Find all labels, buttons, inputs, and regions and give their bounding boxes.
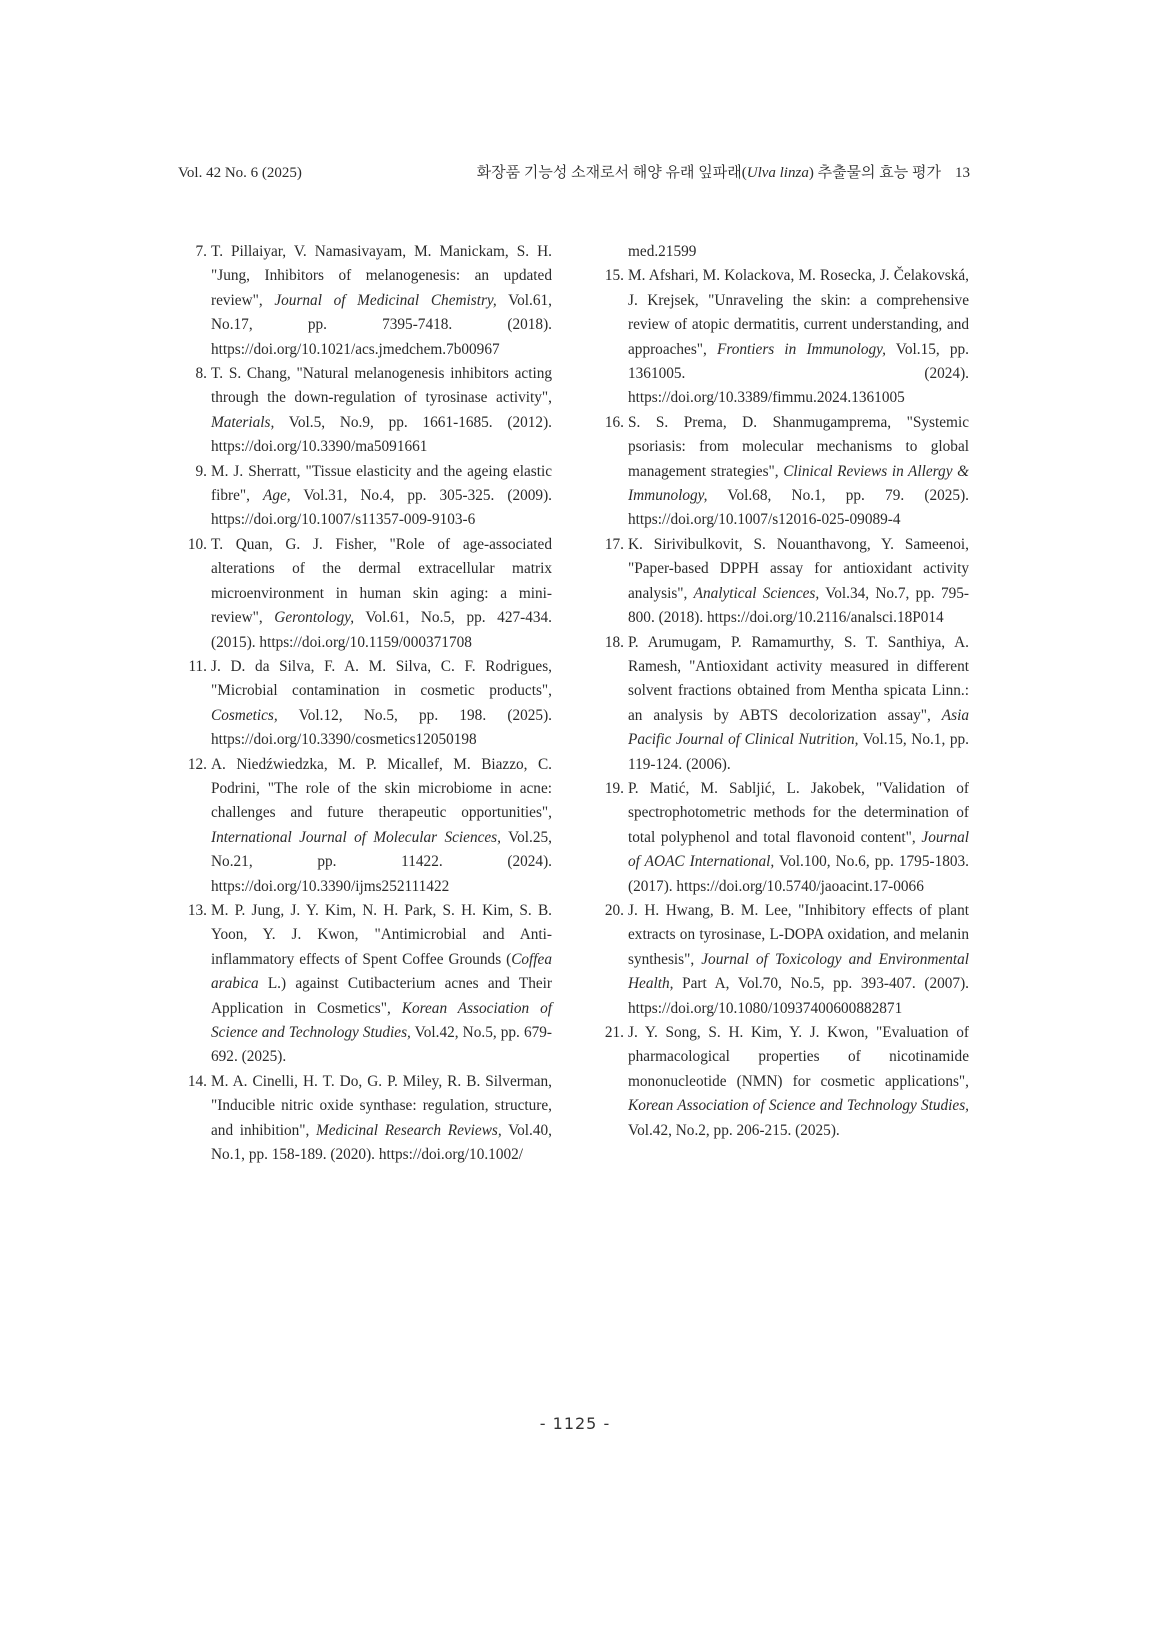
reference-number: 12. <box>187 755 207 773</box>
reference-details: Vol.40, No.1, pp. 158-189. (2020). https://doi.org/10.1002/ <box>211 1121 553 1164</box>
reference-journal: Clinical Reviews in Allergy & Immunology, <box>628 462 969 505</box>
reference-authors-title: S. S. Prema, D. Shanmugamprema, "Systemic psoriasis: from molecular mechanisms to global management strategies", <box>628 413 969 480</box>
reference-item <box>597 1021 969 1143</box>
reference-item <box>597 899 969 1021</box>
reference-item <box>180 753 552 899</box>
reference-details: Vol.5, No.9, pp. 1661-1685. (2012). https://doi.org/10.3390/ma5091661 <box>211 413 552 456</box>
reference-details: Vol.15, pp. 1361005. (2024). https://doi.org/10.3389/fimmu.2024.1361005 <box>628 340 969 407</box>
reference-journal: Age, <box>263 487 291 505</box>
reference-journal: Korean Association of Science and Technology Studies, <box>628 1097 969 1115</box>
reference-number: 15. <box>604 267 624 285</box>
reference-authors-title: T. S. Chang, "Natural melanogenesis inhibitors acting through the down-regulation of tyrosinase activity", <box>211 365 552 407</box>
reference-journal: Korean Association of Science and Technology Studies, <box>211 999 552 1041</box>
references-right-column <box>597 240 969 1143</box>
reference-details: Vol.12, No.5, pp. 198. (2025). https://doi.org/10.3390/cosmetics12050198 <box>211 706 552 749</box>
header-right <box>477 161 970 185</box>
reference-journal: Medicinal Research Reviews, <box>316 1121 502 1139</box>
reference-item <box>180 533 552 655</box>
reference-authors-title: P. Arumugam, P. Ramamurthy, S. T. Santhiya, A. Ramesh, "Antioxidant activity measured in different solvent fractions obtained from Mentha spicata Linn.: an analysis by ABTS decolorization assay", <box>628 633 969 724</box>
reference-journal: Frontiers in Immunology, <box>717 340 886 358</box>
running-header <box>178 161 970 185</box>
reference-authors-title: K. Sirivibulkovit, S. Nouanthavong, Y. Sameenoi, "Paper-based DPPH assay for antioxidant activity analysis", <box>628 535 969 602</box>
reference-details: Vol.100, No.6, pp. 1795-1803. (2017). https://doi.org/10.5740/jaoacint.17-0066 <box>628 853 969 895</box>
reference-authors-title: J. D. da Silva, F. A. M. Silva, C. F. Rodrigues, "Microbial contamination in cosmetic products", <box>211 657 552 700</box>
running-title-species: Ulva linza <box>746 165 809 181</box>
reference-authors-title: M. Afshari, M. Kolackova, M. Rosecka, J. Čelakovská, J. Krejsek, "Unraveling the skin: a comprehensive review of atopic dermatitis, current understanding, and approaches", <box>628 267 969 358</box>
reference-journal: Gerontology, <box>274 609 355 627</box>
reference-number: 11. <box>188 657 207 675</box>
reference-authors-title: M. P. Jung, J. Y. Kim, N. H. Park, S. H. Kim, S. B. Yoon, Y. J. Kwon, "Antimicrobial and Anti-inflammatory effects of Spent Coffee Grounds ( <box>211 901 552 968</box>
reference-number: 14. <box>187 1072 207 1090</box>
reference-number: 21. <box>604 1024 624 1041</box>
reference-journal: Journal of Medicinal Chemistry, <box>274 291 497 309</box>
reference-item <box>597 264 969 410</box>
reference-details: Vol.25, No.21, pp. 11422. (2024). https://doi.org/10.3390/ijms252111422 <box>211 828 552 895</box>
reference-number: 13. <box>187 901 207 919</box>
reference-number: 16. <box>604 413 624 431</box>
reference-journal: Cosmetics, <box>211 706 278 724</box>
journal-volume: Vol. 42 No. 6 (2025) <box>178 165 302 181</box>
reference-item <box>180 899 552 1070</box>
reference-journal: Materials, <box>211 413 275 431</box>
reference-item <box>180 655 552 753</box>
reference-details: Vol.31, No.4, pp. 305-325. (2009). https://doi.org/10.1007/s11357-009-9103-6 <box>211 487 552 529</box>
reference-journal: Journal of AOAC International, <box>628 828 969 871</box>
reference-details: Vol.42, No.2, pp. 206-215. (2025). <box>628 1121 840 1139</box>
reference-number: 7. <box>195 243 207 260</box>
running-title: 화장품 기능성 소재로서 해양 유래 잎파래(Ulva linza) 추출물의 효능 평가 <box>476 165 941 181</box>
reference-item <box>597 533 969 631</box>
reference-authors-title: T. Pillaiyar, V. Namasivayam, M. Manickam, S. H. "Jung, Inhibitors of melanogenesis: an updated review", <box>211 243 552 309</box>
reference-number: 8. <box>195 365 207 383</box>
reference-authors-title: M. A. Cinelli, H. T. Do, G. P. Miley, R. B. Silverman, "Inducible nitric oxide synthase: regulation, structure, and inhibition", <box>211 1072 552 1139</box>
reference-item <box>597 411 969 533</box>
references-left-column <box>180 240 552 1167</box>
reference-item <box>180 240 552 362</box>
reference-authors-title: M. J. Sherratt, "Tissue elasticity and the ageing elastic fibre", <box>211 462 552 505</box>
reference-item <box>180 362 552 460</box>
reference-details: Vol.68, No.1, pp. 79. (2025). https://doi.org/10.1007/s12016-025-09089-4 <box>628 487 969 529</box>
reference-details: Vol.42, No.5, pp. 679-692. (2025). <box>211 1024 552 1066</box>
reference-item <box>597 631 969 777</box>
reference-number: 19. <box>604 779 624 797</box>
reference-journal: Journal of Toxicology and Environmental Health, <box>628 950 969 993</box>
reference-title-continued: L.) against Cutibacterium acnes and Their Application in Cosmetics", <box>211 975 552 1017</box>
reference-number: 17. <box>604 535 624 553</box>
reference-authors-title: A. Niedźwiedzka, M. P. Micallef, M. Biazzo, C. Podrini, "The role of the skin microbiome in acne: challenges and future therapeutic opportunities", <box>211 755 552 822</box>
reference-journal: Analytical Sciences, <box>693 584 820 602</box>
reference-journal: Asia Pacific Journal of Clinical Nutrition, <box>628 706 969 749</box>
reference-authors-title: J. H. Hwang, B. M. Lee, "Inhibitory effects of plant extracts on tyrosinase, L-DOPA oxidation, and melanin synthesis", <box>628 901 969 968</box>
header-page-number: 13 <box>955 165 970 181</box>
reference-species-name: Coffea arabica <box>211 950 552 993</box>
reference-number: 20. <box>604 901 624 919</box>
reference-number: 10. <box>187 535 207 553</box>
reference-number: 9. <box>195 462 207 480</box>
reference-item <box>180 460 552 533</box>
footer-page-number: - 1125 - <box>539 1414 611 1433</box>
reference-details: Vol.15, No.1, pp. 119-124. (2006). <box>628 731 969 773</box>
reference-details: Part A, Vol.70, No.5, pp. 393-407. (2007). https://doi.org/10.1080/10937400600882871 <box>628 975 969 1017</box>
reference-continuation: med.21599 <box>628 243 697 260</box>
reference-item <box>180 1070 552 1168</box>
reference-number: 18. <box>604 633 624 651</box>
reference-item <box>597 777 969 899</box>
reference-authors-title: P. Matić, M. Sabljić, L. Jakobek, "Validation of spectrophotometric methods for the determination of total polyphenol and total flavonoid content", <box>628 779 969 846</box>
reference-journal: International Journal of Molecular Sciences, <box>211 828 501 846</box>
reference-details: Vol.61, No.17, pp. 7395-7418. (2018). https://doi.org/10.1021/acs.jmedchem.7b00967 <box>211 291 553 358</box>
reference-authors-title: J. Y. Song, S. H. Kim, Y. J. Kwon, "Evaluation of pharmacological properties of nicotinamide mononucleotide (NMN) for cosmetic applications", <box>628 1024 969 1090</box>
reference-details: Vol.34, No.7, pp. 795-800. (2018). https://doi.org/10.2116/analsci.18P014 <box>628 584 969 627</box>
references-right-list <box>597 264 969 1143</box>
reference-details: Vol.61, No.5, pp. 427-434. (2015). https://doi.org/10.1159/000371708 <box>211 609 552 651</box>
reference-authors-title: T. Quan, G. J. Fisher, "Role of age-associated alterations of the dermal extracellular matrix microenvironment in human skin aging: a mini-review", <box>211 535 552 627</box>
